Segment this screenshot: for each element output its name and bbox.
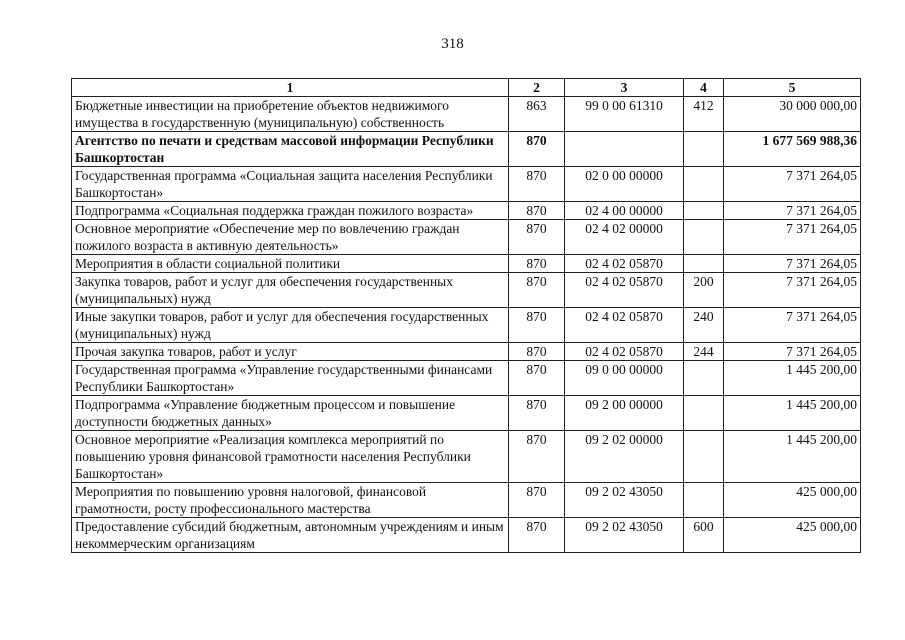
row-name-cell: Предоставление субсидий бюджетным, автономным учреждениям и иным некоммерческим организациям bbox=[72, 518, 509, 553]
row-sum-cell: 7 371 264,05 bbox=[724, 343, 861, 361]
row-article-code-cell: 09 2 02 43050 bbox=[565, 518, 684, 553]
row-article-code-cell: 09 2 02 00000 bbox=[565, 431, 684, 483]
row-article-code-cell: 09 2 02 43050 bbox=[565, 483, 684, 518]
row-sum-cell: 7 371 264,05 bbox=[724, 273, 861, 308]
table-row bbox=[72, 343, 861, 361]
row-article-code-cell: 99 0 00 61310 bbox=[565, 97, 684, 132]
row-article-code-cell: 02 4 00 00000 bbox=[565, 202, 684, 220]
table-header-row bbox=[72, 79, 861, 97]
row-expense-type-cell: 412 bbox=[684, 97, 724, 132]
row-sum-cell: 7 371 264,05 bbox=[724, 167, 861, 202]
header-col-1: 1 bbox=[72, 79, 509, 97]
row-sum-cell: 7 371 264,05 bbox=[724, 255, 861, 273]
row-name-cell: Подпрограмма «Социальная поддержка граждан пожилого возраста» bbox=[72, 202, 509, 220]
row-name-cell: Подпрограмма «Управление бюджетным процессом и повышение доступности бюджетных данных» bbox=[72, 396, 509, 431]
row-admin-code-cell: 870 bbox=[509, 220, 565, 255]
row-sum-cell: 30 000 000,00 bbox=[724, 97, 861, 132]
row-name-cell: Мероприятия по повышению уровня налоговой, финансовой грамотности, росту профессионального мастерства bbox=[72, 483, 509, 518]
row-name-cell: Государственная программа «Социальная защита населения Республики Башкортостан» bbox=[72, 167, 509, 202]
row-sum-cell: 425 000,00 bbox=[724, 483, 861, 518]
row-name-cell: Прочая закупка товаров, работ и услуг bbox=[72, 343, 509, 361]
row-admin-code-cell: 870 bbox=[509, 132, 565, 167]
row-sum-cell: 425 000,00 bbox=[724, 518, 861, 553]
header-col-4: 4 bbox=[684, 79, 724, 97]
row-admin-code-cell: 863 bbox=[509, 97, 565, 132]
row-admin-code-cell: 870 bbox=[509, 361, 565, 396]
row-expense-type-cell bbox=[684, 167, 724, 202]
row-name-cell: Мероприятия в области социальной политики bbox=[72, 255, 509, 273]
row-sum-cell: 1 445 200,00 bbox=[724, 361, 861, 396]
row-sum-cell: 1 445 200,00 bbox=[724, 431, 861, 483]
table-row bbox=[72, 518, 861, 553]
row-expense-type-cell: 240 bbox=[684, 308, 724, 343]
row-name-cell: Государственная программа «Управление государственными финансами Республики Башкортостан» bbox=[72, 361, 509, 396]
row-article-code-cell: 02 4 02 05870 bbox=[565, 343, 684, 361]
row-expense-type-cell bbox=[684, 483, 724, 518]
row-article-code-cell: 02 4 02 00000 bbox=[565, 220, 684, 255]
row-expense-type-cell bbox=[684, 431, 724, 483]
row-expense-type-cell bbox=[684, 361, 724, 396]
row-expense-type-cell bbox=[684, 220, 724, 255]
table-row bbox=[72, 431, 861, 483]
row-article-code-cell: 02 0 00 00000 bbox=[565, 167, 684, 202]
table-row bbox=[72, 273, 861, 308]
row-expense-type-cell bbox=[684, 202, 724, 220]
budget-table bbox=[71, 78, 861, 553]
row-name-cell: Закупка товаров, работ и услуг для обеспечения государственных (муниципальных) нужд bbox=[72, 273, 509, 308]
row-expense-type-cell: 600 bbox=[684, 518, 724, 553]
row-admin-code-cell: 870 bbox=[509, 202, 565, 220]
row-admin-code-cell: 870 bbox=[509, 255, 565, 273]
row-expense-type-cell bbox=[684, 132, 724, 167]
row-admin-code-cell: 870 bbox=[509, 167, 565, 202]
table-row bbox=[72, 361, 861, 396]
row-article-code-cell: 02 4 02 05870 bbox=[565, 255, 684, 273]
table-row bbox=[72, 202, 861, 220]
row-name-cell: Бюджетные инвестиции на приобретение объектов недвижимого имущества в государственную (муниципальную) собственность bbox=[72, 97, 509, 132]
row-admin-code-cell: 870 bbox=[509, 483, 565, 518]
row-article-code-cell: 09 0 00 00000 bbox=[565, 361, 684, 396]
row-admin-code-cell: 870 bbox=[509, 518, 565, 553]
row-admin-code-cell: 870 bbox=[509, 396, 565, 431]
header-col-5: 5 bbox=[724, 79, 861, 97]
row-name-cell: Иные закупки товаров, работ и услуг для обеспечения государственных (муниципальных) нужд bbox=[72, 308, 509, 343]
page-number: 318 bbox=[441, 36, 464, 52]
row-expense-type-cell: 244 bbox=[684, 343, 724, 361]
row-article-code-cell: 02 4 02 05870 bbox=[565, 273, 684, 308]
row-article-code-cell: 09 2 00 00000 bbox=[565, 396, 684, 431]
row-admin-code-cell: 870 bbox=[509, 343, 565, 361]
row-admin-code-cell: 870 bbox=[509, 308, 565, 343]
row-expense-type-cell: 200 bbox=[684, 273, 724, 308]
table-row bbox=[72, 97, 861, 132]
table-row bbox=[72, 220, 861, 255]
row-admin-code-cell: 870 bbox=[509, 273, 565, 308]
row-admin-code-cell: 870 bbox=[509, 431, 565, 483]
row-name-cell: Агентство по печати и средствам массовой информации Республики Башкортостан bbox=[72, 132, 509, 167]
row-article-code-cell bbox=[565, 132, 684, 167]
table-row bbox=[72, 167, 861, 202]
table-row bbox=[72, 308, 861, 343]
table-body bbox=[72, 97, 861, 553]
table-row bbox=[72, 396, 861, 431]
row-expense-type-cell bbox=[684, 255, 724, 273]
row-expense-type-cell bbox=[684, 396, 724, 431]
row-name-cell: Основное мероприятие «Обеспечение мер по вовлечению граждан пожилого возраста в активную деятельность» bbox=[72, 220, 509, 255]
row-sum-cell: 7 371 264,05 bbox=[724, 202, 861, 220]
row-sum-cell: 7 371 264,05 bbox=[724, 220, 861, 255]
row-name-cell: Основное мероприятие «Реализация комплекса мероприятий по повышению уровня финансовой грамотности населения Республики Башкортостан» bbox=[72, 431, 509, 483]
row-article-code-cell: 02 4 02 05870 bbox=[565, 308, 684, 343]
row-sum-cell: 1 445 200,00 bbox=[724, 396, 861, 431]
row-sum-cell: 7 371 264,05 bbox=[724, 308, 861, 343]
row-sum-cell: 1 677 569 988,36 bbox=[724, 132, 861, 167]
table-row bbox=[72, 132, 861, 167]
header-col-2: 2 bbox=[509, 79, 565, 97]
header-col-3: 3 bbox=[565, 79, 684, 97]
table-row bbox=[72, 483, 861, 518]
table-row bbox=[72, 255, 861, 273]
